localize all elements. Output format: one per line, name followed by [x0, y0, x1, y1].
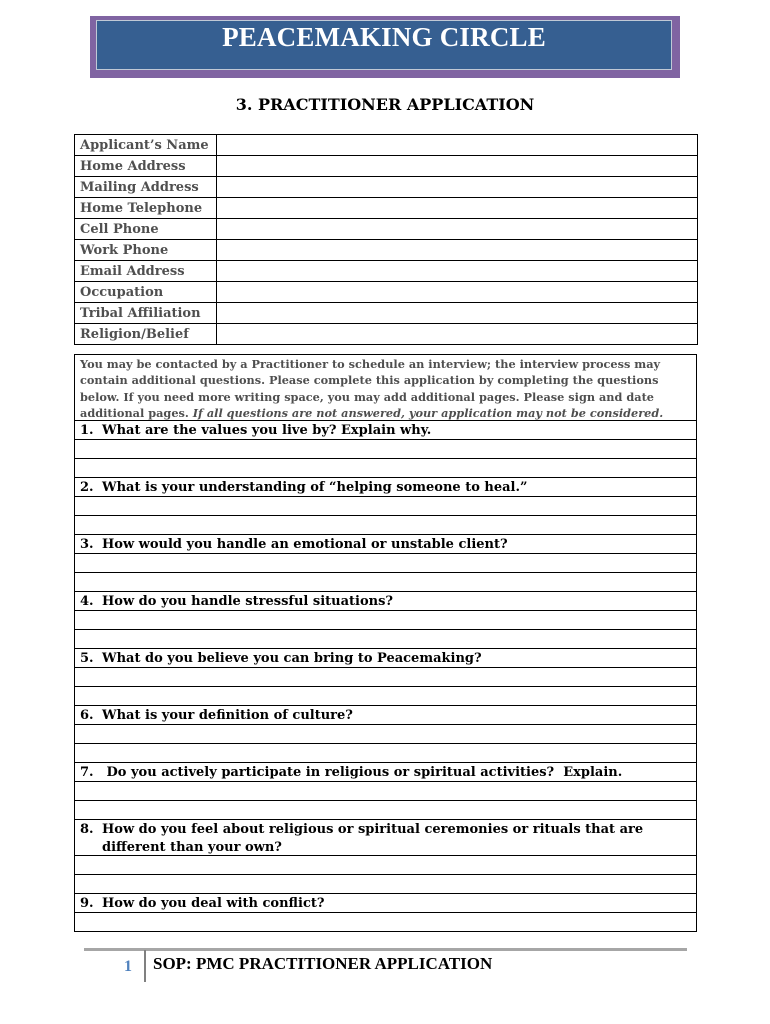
applicant-name-field[interactable] [217, 135, 698, 156]
question-number: 2. [80, 480, 94, 495]
field-label: Applicant’s Name [75, 135, 217, 156]
question-2 [74, 478, 697, 497]
answer-line[interactable] [74, 687, 697, 706]
question-number: 9. [80, 896, 94, 911]
answer-line[interactable] [74, 744, 697, 763]
question-text: How do you handle stressful situations? [102, 594, 394, 609]
question-text: What is your understanding of “helping someone to heal.” [102, 480, 528, 495]
question-number: 8. [80, 822, 94, 837]
page-number: 1 [124, 958, 132, 975]
field-row-email-address [75, 261, 698, 282]
field-row-home-address [75, 156, 698, 177]
answer-line[interactable] [74, 725, 697, 744]
answer-line[interactable] [74, 875, 697, 894]
answer-line[interactable] [74, 516, 697, 535]
question-number: 3. [80, 537, 94, 552]
question-text: Do you actively participate in religious or spiritual activities? Explain. [102, 765, 623, 780]
field-row-home-telephone [75, 198, 698, 219]
footer-title: SOP: PMC PRACTITIONER APPLICATION [153, 954, 493, 973]
question-number: 6. [80, 708, 94, 723]
answer-line[interactable] [74, 913, 697, 932]
answer-line[interactable] [74, 611, 697, 630]
question-number: 7. [80, 765, 94, 780]
question-5 [74, 649, 697, 668]
header-banner [90, 16, 680, 78]
question-number: 1. [80, 423, 94, 438]
cell-phone-field[interactable] [217, 219, 698, 240]
field-label: Work Phone [75, 240, 217, 261]
question-6 [74, 706, 697, 725]
question-text: How do you feel about religious or spiritual ceremonies or rituals that are different than your own? [102, 822, 644, 855]
answer-line[interactable] [74, 630, 697, 649]
field-row-cell-phone [75, 219, 698, 240]
question-8 [74, 820, 697, 856]
header-banner-inner [96, 20, 672, 70]
question-text: How do you deal with conflict? [102, 896, 325, 911]
field-row-occupation [75, 282, 698, 303]
mailing-address-field[interactable] [217, 177, 698, 198]
home-telephone-field[interactable] [217, 198, 698, 219]
tribal-affiliation-field[interactable] [217, 303, 698, 324]
answer-line[interactable] [74, 801, 697, 820]
occupation-field[interactable] [217, 282, 698, 303]
field-label: Occupation [75, 282, 217, 303]
work-phone-field[interactable] [217, 240, 698, 261]
answer-line[interactable] [74, 856, 697, 875]
field-label: Religion/Belief [75, 324, 217, 345]
question-text: What is your definition of culture? [102, 708, 353, 723]
field-label: Tribal Affiliation [75, 303, 217, 324]
section-title: 3. PRACTITIONER APPLICATION [235, 95, 535, 114]
question-number: 4. [80, 594, 94, 609]
answer-line[interactable] [74, 497, 697, 516]
instructions-text: You may be contacted by a Practitioner to schedule an interview; the interview process may contain additional questions. Please complete this application by completing the questions below. If you need more writing space, you may add additional pages. Please sign and date additional pages. [80, 357, 661, 420]
field-label: Mailing Address [75, 177, 217, 198]
answer-line[interactable] [74, 668, 697, 687]
question-4 [74, 592, 697, 611]
banner-title: PEACEMAKING CIRCLE [222, 22, 546, 52]
answer-line[interactable] [74, 554, 697, 573]
answer-line[interactable] [74, 573, 697, 592]
question-text: What are the values you live by? Explain why. [102, 423, 432, 438]
field-row-work-phone [75, 240, 698, 261]
field-label: Email Address [75, 261, 217, 282]
question-1 [74, 421, 697, 440]
field-row-mailing-address [75, 177, 698, 198]
question-3 [74, 535, 697, 554]
answer-line[interactable] [74, 782, 697, 801]
field-label: Home Telephone [75, 198, 217, 219]
field-row-applicant-name [75, 135, 698, 156]
religion-belief-field[interactable] [217, 324, 698, 345]
answer-line[interactable] [74, 440, 697, 459]
footer-divider [84, 948, 687, 951]
question-9 [74, 894, 697, 913]
field-label: Cell Phone [75, 219, 217, 240]
question-text: How would you handle an emotional or unstable client? [102, 537, 508, 552]
answer-line[interactable] [74, 459, 697, 478]
instructions-note [74, 354, 697, 421]
question-text: What do you believe you can bring to Peacemaking? [102, 651, 482, 666]
footer-separator [144, 950, 146, 982]
question-number: 5. [80, 651, 94, 666]
applicant-info-table [74, 134, 698, 345]
instructions-warning: If all questions are not answered, your application may not be considered. [192, 405, 664, 420]
field-label: Home Address [75, 156, 217, 177]
question-7 [74, 763, 697, 782]
field-row-religion-belief [75, 324, 698, 345]
email-address-field[interactable] [217, 261, 698, 282]
home-address-field[interactable] [217, 156, 698, 177]
field-row-tribal-affiliation [75, 303, 698, 324]
